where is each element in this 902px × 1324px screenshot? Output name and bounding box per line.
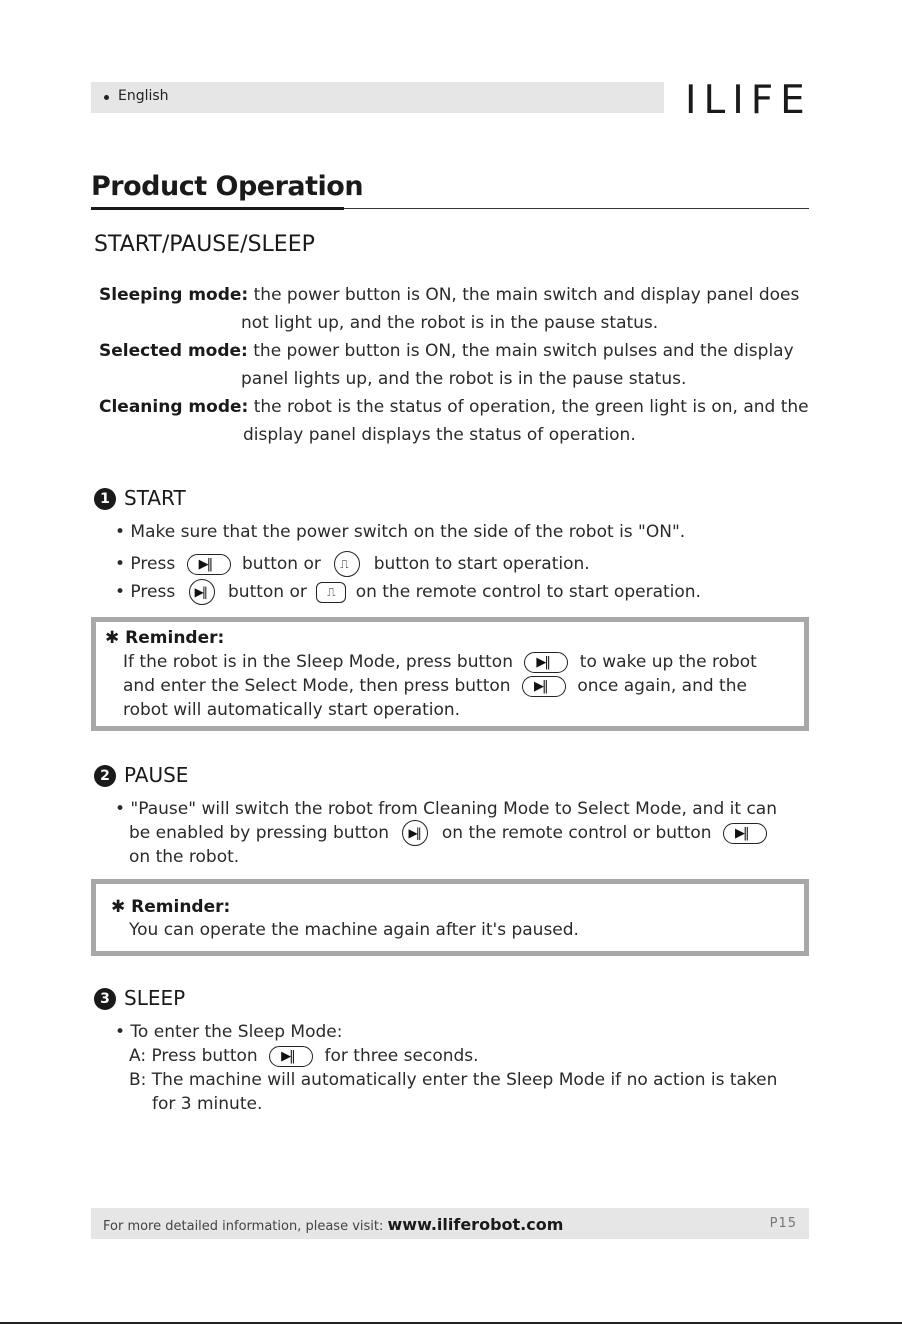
remote-mode-icon: ⎍ — [316, 582, 346, 603]
text: once again, and the — [577, 676, 747, 696]
title-underline — [91, 207, 344, 210]
language-label: English — [118, 88, 169, 104]
footer-bar — [91, 1208, 809, 1239]
play-pause-glyph: ▶‖ — [281, 1048, 294, 1064]
mode-cleaning — [99, 393, 809, 421]
play-pause-glyph: ▶‖ — [198, 556, 212, 572]
start-bullet-3 — [115, 578, 701, 606]
mode-glyph: ⎍ — [340, 557, 347, 571]
heading-text: SLEEP — [124, 986, 186, 1010]
text: on the remote control to start operation. — [355, 582, 701, 602]
text: be enabled by pressing button — [129, 823, 390, 843]
text: A: Press button — [129, 1046, 258, 1066]
mode-text-cont: display panel displays the status of operation. — [243, 425, 636, 445]
page-number: P15 — [769, 1216, 797, 1231]
mode-text: the power button is ON, the main switch and display panel does — [253, 285, 800, 305]
text: and enter the Select Mode, then press button — [123, 676, 511, 696]
play-pause-button-icon — [524, 652, 568, 673]
reminder-title: ✱ Reminder: — [105, 628, 225, 648]
pause-line-1: • "Pause" will switch the robot from Cleaning Mode to Select Mode, and it can — [115, 799, 777, 819]
mode-text: the power button is ON, the main switch pulses and the display — [253, 341, 794, 361]
mode-text-cont: panel lights up, and the robot is in the pause status. — [241, 369, 687, 389]
mode-text-cont: not light up, and the robot is in the pause status. — [241, 313, 659, 333]
mode-selected — [99, 337, 794, 365]
mode-label: Sleeping mode: — [99, 285, 249, 305]
sleep-line-4: for 3 minute. — [152, 1094, 263, 1114]
start-bullet-1: • Make sure that the power switch on the side of the robot is "ON". — [115, 522, 686, 542]
sleep-line-3: B: The machine will automatically enter the Sleep Mode if no action is taken — [129, 1070, 778, 1090]
heading-text: START — [124, 486, 186, 510]
play-pause-glyph: ▶‖ — [536, 654, 549, 670]
step-number-icon: 2 — [94, 765, 116, 787]
bullet-icon — [104, 95, 109, 100]
reminder-line-1: You can operate the machine again after it's paused. — [129, 920, 579, 940]
play-pause-glyph: ▶‖ — [194, 585, 206, 599]
mode-label: Cleaning mode: — [99, 397, 249, 417]
text: • Press — [115, 582, 176, 602]
mode-text: the robot is the status of operation, the green light is on, and the — [253, 397, 809, 417]
play-pause-glyph: ▶‖ — [734, 825, 748, 841]
play-pause-glyph: ▶‖ — [408, 826, 420, 840]
footer-label: For more detailed information, please visit: — [103, 1219, 384, 1234]
sleep-heading — [94, 986, 185, 1010]
play-pause-button-icon — [269, 1046, 313, 1067]
start-bullet-2 — [115, 550, 590, 578]
footer-url-link[interactable]: www.iliferobot.com — [387, 1215, 564, 1234]
mode-button-icon — [334, 551, 360, 577]
sleep-line-1: • To enter the Sleep Mode: — [115, 1022, 343, 1042]
play-pause-button-icon — [522, 676, 566, 697]
play-pause-glyph: ▶‖ — [533, 678, 547, 694]
reminder-title: ✱ Reminder: — [111, 897, 231, 917]
step-number-icon: 3 — [94, 988, 116, 1010]
text: button to start operation. — [373, 554, 590, 574]
text: button or — [242, 554, 321, 574]
text: • Press — [115, 554, 176, 574]
step-number-icon: 1 — [94, 488, 116, 510]
text: on the remote control or button — [441, 823, 712, 843]
brand-logo: ILIFE — [685, 78, 812, 123]
remote-play-pause-icon — [189, 579, 215, 605]
pause-heading — [94, 763, 188, 787]
mode-sleeping — [99, 281, 799, 309]
text: If the robot is in the Sleep Mode, press button — [123, 652, 513, 672]
footer-text — [103, 1215, 563, 1234]
mode-label: Selected mode: — [99, 341, 248, 361]
page-title: Product Operation — [91, 171, 364, 202]
start-heading — [94, 486, 186, 510]
text: button or — [228, 582, 307, 602]
reminder-line-3: robot will automatically start operation. — [123, 700, 461, 720]
remote-play-pause-icon — [402, 820, 428, 846]
heading-text: PAUSE — [124, 763, 189, 787]
play-pause-button-icon — [723, 823, 767, 844]
section-subtitle: START/PAUSE/SLEEP — [94, 232, 315, 257]
text: to wake up the robot — [579, 652, 757, 672]
play-pause-button-icon — [187, 554, 231, 575]
language-bar — [91, 82, 664, 113]
text: for three seconds. — [324, 1046, 479, 1066]
pause-line-3: on the robot. — [129, 847, 240, 867]
